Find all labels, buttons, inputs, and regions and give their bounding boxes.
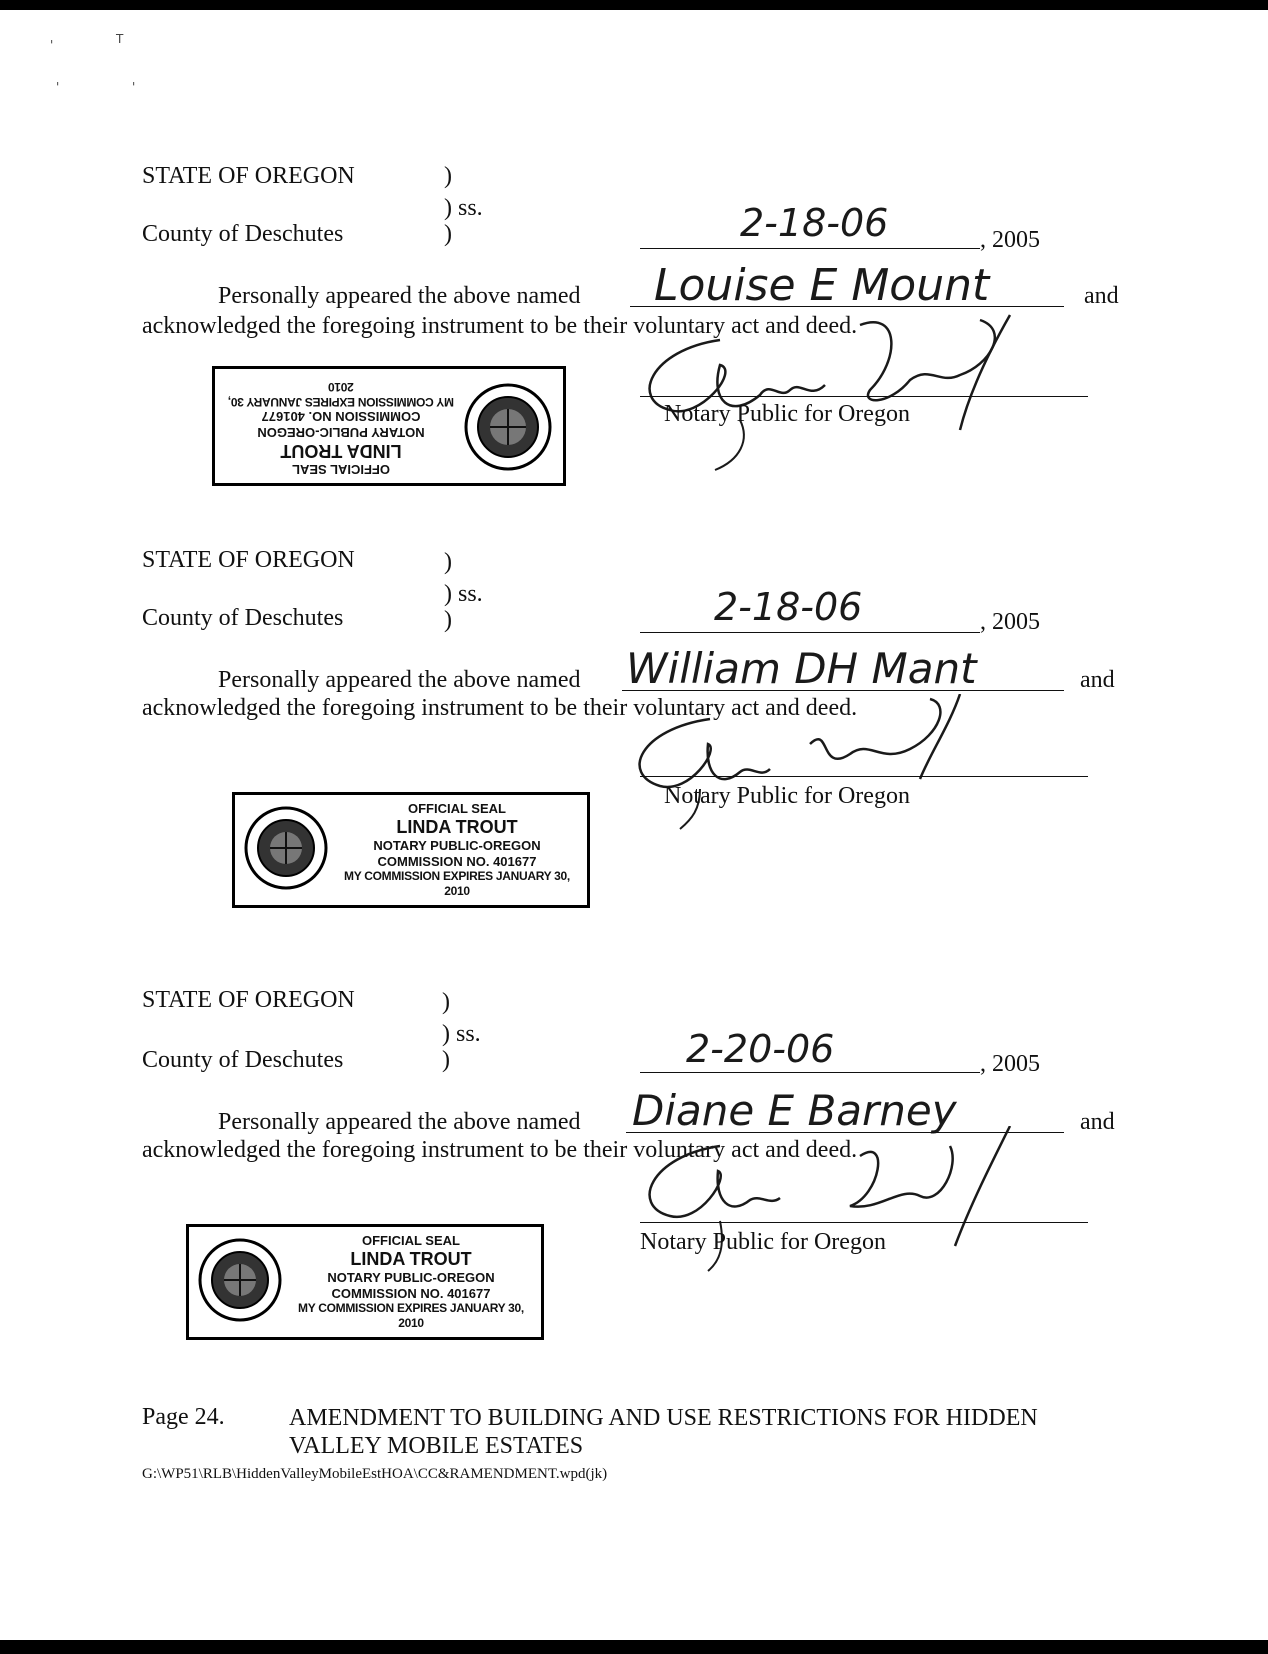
- acknowledged-text: acknowledged the foregoing instrument to be their voluntary act and deed.: [142, 313, 858, 339]
- document-title: AMENDMENT TO BUILDING AND USE RESTRICTIONS FOR HIDDEN VALLEY MOBILE ESTATES: [289, 1405, 1038, 1459]
- acknowledged-text: acknowledged the foregoing instrument to be their voluntary act and deed.: [142, 1137, 858, 1163]
- ss-label: ) ss.: [442, 1021, 481, 1047]
- handwritten-name: Louise E Mount: [654, 260, 990, 311]
- seal-notary: NOTARY PUBLIC-OREGON: [327, 1270, 495, 1286]
- personally-appeared-text: Personally appeared the above named: [218, 283, 581, 309]
- seal-commission: COMMISSION NO. 401677: [261, 409, 421, 425]
- county-label: County of Deschutes: [142, 1047, 344, 1073]
- seal-name: LINDA TROUT: [280, 441, 402, 462]
- file-path: G:\WP51\RLB\HiddenValleyMobileEstHOA\CC&RAMENDMENT.wpd(jk): [142, 1466, 608, 1482]
- acknowledged-text: acknowledged the foregoing instrument to be their voluntary act and deed.: [142, 695, 858, 721]
- paren: ): [444, 163, 452, 189]
- handwritten-date: 2-18-06: [714, 585, 863, 629]
- county-label: County of Deschutes: [142, 221, 344, 247]
- seal-expires: MY COMMISSION EXPIRES JANUARY 30, 2010: [298, 1301, 524, 1330]
- notary-title: Notary Public for Oregon: [640, 1229, 886, 1255]
- notary-signature: [630, 310, 1090, 490]
- handwritten-date: 2-18-06: [740, 201, 889, 245]
- scan-bottom-edge: [0, 1640, 1268, 1654]
- ss-label: ) ss.: [444, 195, 483, 221]
- seal-official: OFFICIAL SEAL: [292, 462, 390, 477]
- state-label: STATE OF OREGON: [142, 547, 355, 573]
- notary-block-1: [0, 160, 1268, 540]
- year-label: , 2005: [980, 609, 1040, 635]
- seal-name: LINDA TROUT: [396, 816, 518, 837]
- notary-block-3: [0, 986, 1268, 1366]
- oregon-seal-emblem: [463, 382, 553, 472]
- county-label: County of Deschutes: [142, 605, 344, 631]
- scan-mark: ': [56, 80, 60, 94]
- handwritten-name: Diane E Barney: [632, 1086, 957, 1135]
- year-label: , 2005: [980, 227, 1040, 253]
- page-number: Page 24.: [142, 1404, 225, 1430]
- paren: ): [444, 221, 452, 247]
- scan-mark: ': [50, 38, 54, 52]
- and-label: and: [1080, 667, 1115, 693]
- paren: ): [444, 549, 452, 575]
- and-label: and: [1080, 1109, 1115, 1135]
- notary-seal-stamp: [186, 1224, 544, 1340]
- signature-line: [640, 1222, 1088, 1223]
- seal-name: LINDA TROUT: [350, 1248, 472, 1269]
- name-line: [630, 306, 1064, 307]
- handwritten-name: William DH Mant: [626, 644, 977, 693]
- seal-commission: COMMISSION NO. 401677: [377, 853, 537, 869]
- scan-mark: ': [132, 80, 136, 94]
- seal-expires: MY COMMISSION EXPIRES JANUARY 30, 2010: [344, 869, 570, 898]
- oregon-seal-emblem: [243, 805, 329, 891]
- oregon-seal-emblem: [197, 1237, 283, 1323]
- scan-mark: T: [116, 32, 124, 46]
- notary-seal-stamp: [232, 792, 590, 908]
- seal-official: OFFICIAL SEAL: [408, 801, 506, 816]
- seal-notary: NOTARY PUBLIC-OREGON: [257, 424, 425, 440]
- notary-title: Notary Public for Oregon: [664, 401, 910, 427]
- paren: ): [442, 1047, 450, 1073]
- signature-line: [640, 776, 1088, 777]
- handwritten-date: 2-20-06: [686, 1027, 835, 1071]
- date-line: [640, 1072, 980, 1073]
- personally-appeared-text: Personally appeared the above named: [218, 667, 581, 693]
- date-line: [640, 632, 980, 633]
- ss-label: ) ss.: [444, 581, 483, 607]
- seal-commission: COMMISSION NO. 401677: [331, 1285, 491, 1301]
- seal-expires: MY COMMISSION EXPIRES JANUARY 30, 2010: [228, 380, 454, 409]
- signature-line: [640, 396, 1088, 397]
- notary-seal-stamp: [212, 366, 566, 486]
- paren: ): [444, 607, 452, 633]
- and-label: and: [1084, 283, 1119, 309]
- seal-notary: NOTARY PUBLIC-OREGON: [373, 838, 541, 854]
- state-label: STATE OF OREGON: [142, 987, 355, 1013]
- name-line: [622, 690, 1064, 691]
- paren: ): [442, 989, 450, 1015]
- seal-official: OFFICIAL SEAL: [362, 1233, 460, 1248]
- notary-signature: [620, 694, 1040, 834]
- year-label: , 2005: [980, 1051, 1040, 1077]
- date-line: [640, 248, 980, 249]
- state-label: STATE OF OREGON: [142, 163, 355, 189]
- personally-appeared-text: Personally appeared the above named: [218, 1109, 581, 1135]
- scan-top-edge: [0, 0, 1268, 10]
- notary-block-2: [0, 544, 1268, 924]
- notary-title: Notary Public for Oregon: [664, 783, 910, 809]
